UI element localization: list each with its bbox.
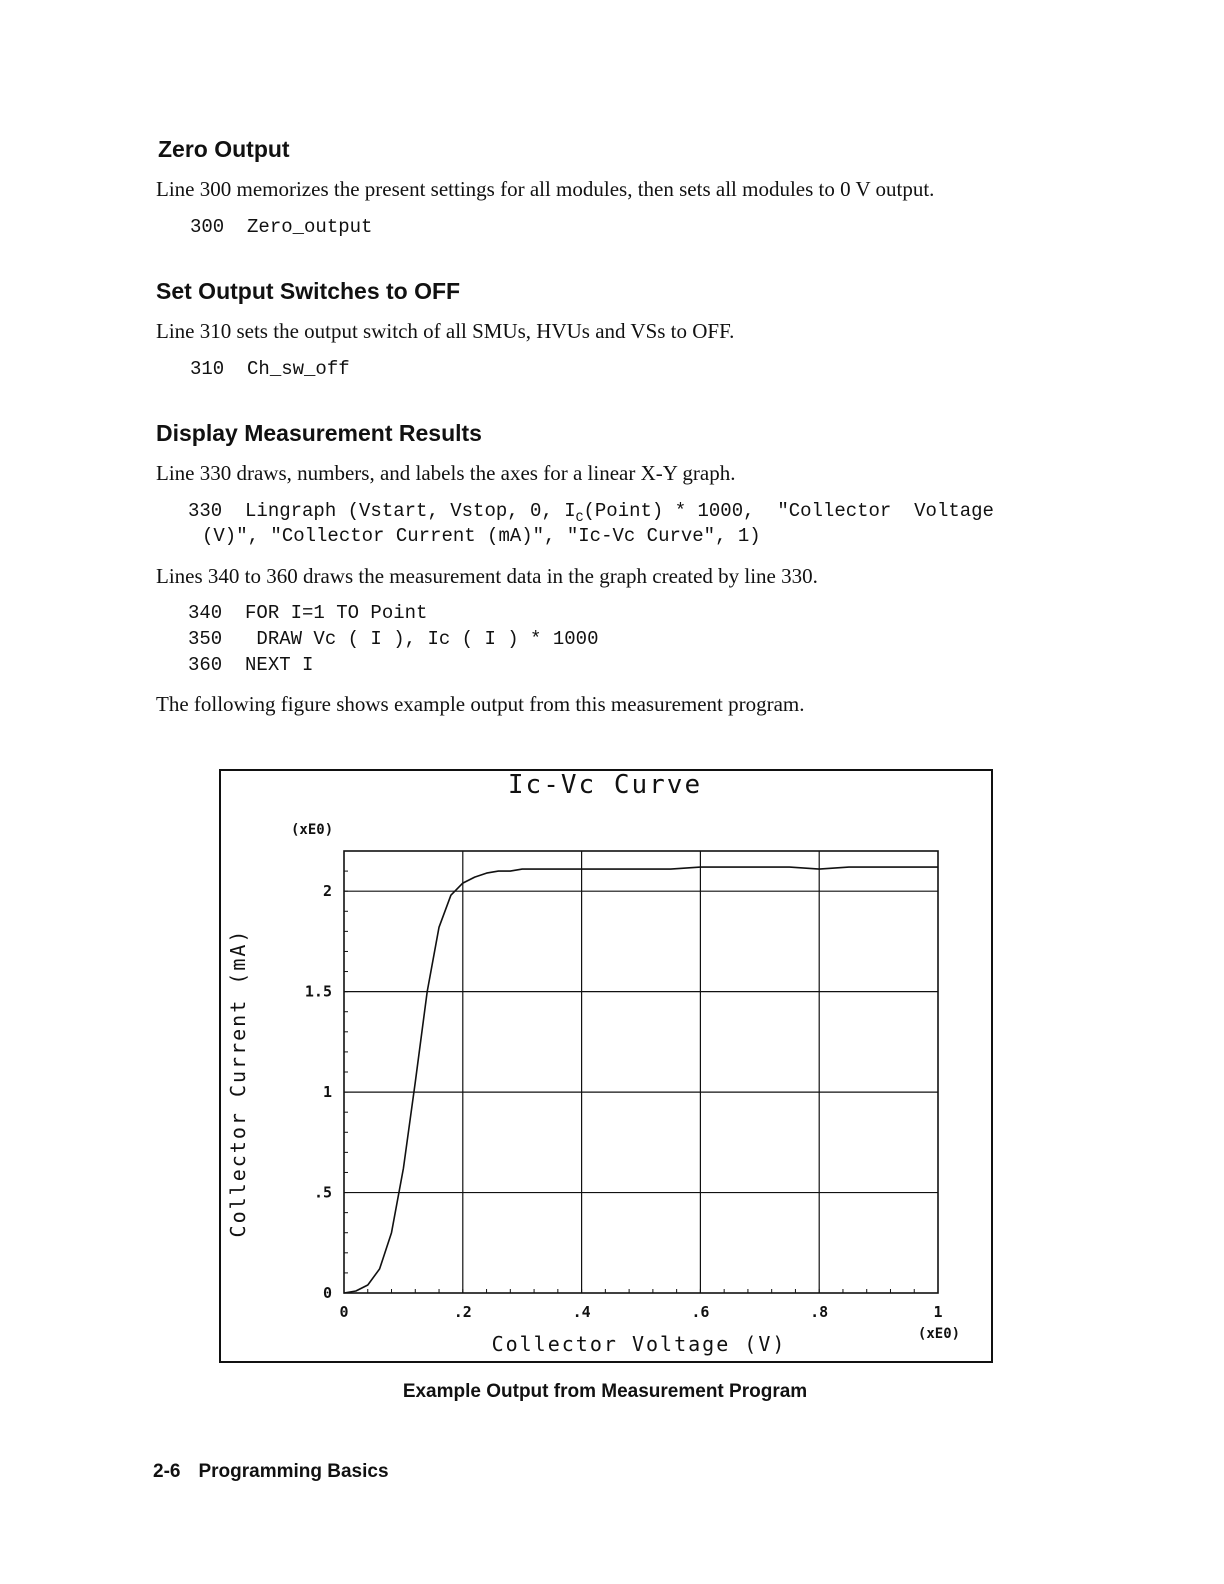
heading-output-switches: Set Output Switches to OFF: [156, 278, 461, 304]
y-axis-label: Collector Current (mA): [226, 928, 250, 1238]
code-330a-sub: C: [575, 509, 584, 525]
x-tick-label: .4: [572, 1303, 591, 1321]
body-display-results: Line 330 draws, numbers, and labels the axes for a linear X-Y graph.: [156, 461, 736, 485]
body-figure-intro: The following figure shows example output from this measurement program.: [156, 692, 805, 716]
figure-caption: Example Output from Measurement Program: [402, 1381, 808, 1402]
code-330a-post: (Point) * 1000, "Collector Voltage: [583, 500, 994, 522]
series-line-ic: [344, 867, 938, 1293]
y-exponent-label: (xE0): [291, 822, 334, 838]
page-footer: [153, 1461, 407, 1483]
code-line-300: 300 Zero_output: [190, 216, 373, 238]
y-tick-label: 1: [322, 1083, 332, 1102]
code-330a-pre: 330 Lingraph (Vstart, Vstop, 0, I: [188, 500, 576, 522]
y-tick-label: 1.5: [304, 982, 332, 1001]
x-exponent-label: (xE0): [917, 1326, 961, 1342]
y-tick-label: .5: [313, 1183, 332, 1202]
y-tick-label: 2: [322, 882, 332, 901]
heading-zero-output: Zero Output: [158, 136, 290, 162]
plot-area: [305, 851, 943, 1321]
x-tick-label: .2: [453, 1303, 472, 1321]
code-line-340: 340 FOR I=1 TO Point: [188, 602, 428, 624]
code-line-330a: [188, 500, 994, 525]
chart-frame: [220, 770, 992, 1362]
body-zero-output: Line 300 memorizes the present settings for all modules, then sets all modules to 0 V output.: [156, 177, 935, 201]
ic-vc-chart: [219, 767, 995, 1367]
x-tick-label: 1: [933, 1303, 943, 1321]
x-tick-label: 0: [339, 1303, 349, 1321]
chapter-title: Programming Basics: [198, 1461, 389, 1482]
page-number: 2-6: [153, 1461, 181, 1482]
code-line-330b: (V)", "Collector Current (mA)", "Ic-Vc Curve", 1): [202, 525, 761, 547]
y-tick-label: 0: [322, 1284, 332, 1302]
x-tick-label: .8: [810, 1303, 829, 1321]
code-line-310: 310 Ch_sw_off: [190, 358, 350, 380]
x-axis-label: Collector Voltage (V): [491, 1332, 787, 1356]
heading-display-results: Display Measurement Results: [156, 420, 482, 446]
code-line-360: 360 NEXT I: [188, 654, 314, 676]
x-tick-label: .6: [691, 1303, 710, 1321]
chart-title: Ic-Vc Curve: [507, 770, 703, 800]
plot-frame: [344, 851, 938, 1293]
body-output-switches: Line 310 sets the output switch of all SMUs, HVUs and VSs to OFF.: [156, 319, 735, 343]
body-lines-340-360: Lines 340 to 360 draws the measurement data in the graph created by line 330.: [156, 564, 818, 588]
code-line-350: 350 DRAW Vc ( I ), Ic ( I ) * 1000: [188, 628, 599, 650]
